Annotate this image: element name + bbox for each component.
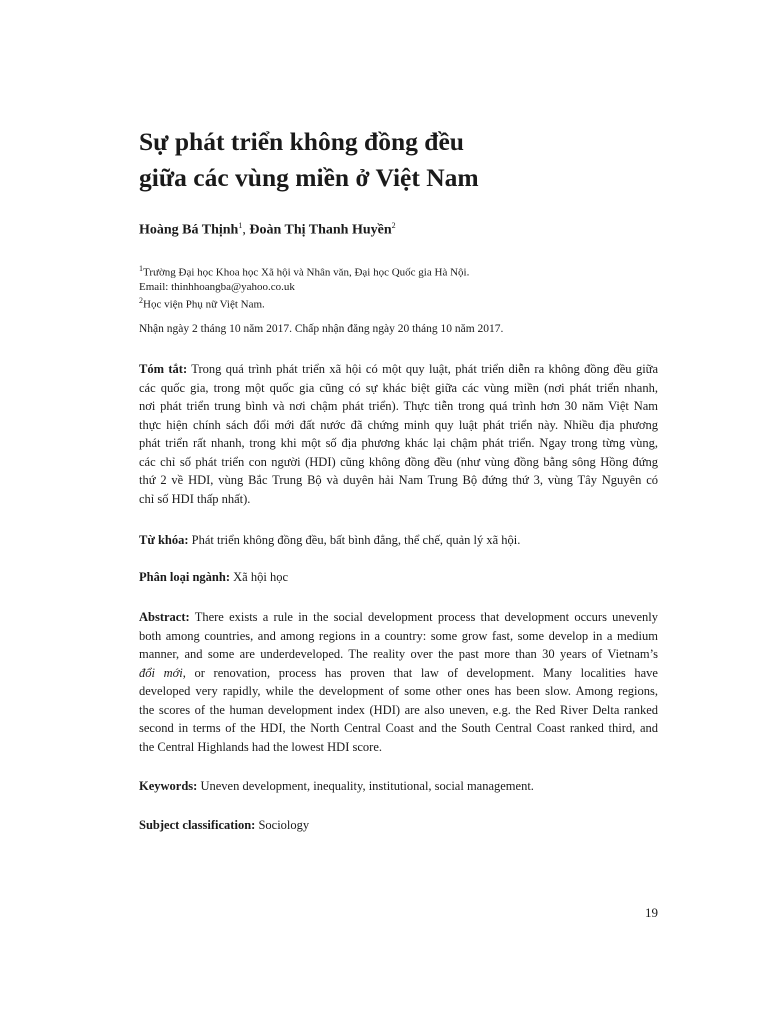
keywords-english (139, 777, 658, 796)
abstract-line: the scores of the human development index (HDI) are also uneven, e.g. the Red River Delta ranked (139, 702, 658, 717)
author-email: Email: thinhhoangba@yahoo.co.uk (139, 280, 295, 293)
abstract-line: thực hiện chính sách đổi mới đất nước đã chứng minh quy luật phát triển này. Nhiều địa phương (139, 417, 658, 432)
abstract-italic-term: đổi mới (139, 665, 183, 680)
page-number: 19 (645, 905, 658, 920)
keywords-label: Từ khóa: (139, 533, 189, 547)
abstract-line (139, 360, 658, 379)
affiliations (139, 262, 469, 311)
abstract-line: second in terms of the HDI, the North Central Coast and the South Central Coast ranked third, and (139, 721, 658, 735)
abstract-line: both among countries, and among regions in a country: some grow fast, some develop in a medium (139, 628, 658, 643)
abstract-english (139, 608, 658, 756)
abstract-line: thứ 2 về HDI, vùng Bắc Trung Bộ và duyên hải Nam Trung Bộ đứng thứ 3, vùng Tây Nguyên có (139, 473, 658, 487)
author-name: Đoàn Thị Thanh Huyền (249, 222, 392, 238)
keywords-text: Uneven development, inequality, institutional, social management. (197, 779, 534, 793)
keywords-vietnamese (139, 531, 658, 550)
received-date: Nhận ngày 2 tháng 10 năm 2017. Chấp nhận đăng ngày 20 tháng 10 năm 2017. (139, 323, 504, 335)
affiliation-text: Trường Đại học Khoa học Xã hội và Nhân văn, Đại học Quốc gia Hà Nội. (143, 266, 470, 279)
abstract-text: Trong quá trình phát triển xã hội có một quy luật, phát triển diễn ra không đồng đều giữa (187, 362, 658, 376)
title-line: giữa các vùng miền ở Việt Nam (139, 163, 479, 192)
classification-text: Xã hội học (230, 570, 288, 584)
abstract-line (139, 608, 658, 627)
author-affiliation-marker: 1 (238, 221, 243, 230)
classification-text: Sociology (255, 818, 310, 832)
affiliation-1 (139, 262, 469, 280)
abstract-line: chỉ số HDI thấp nhất). (139, 491, 251, 506)
affiliation-text: Học viện Phụ nữ Việt Nam. (143, 298, 265, 311)
abstract-line (139, 664, 658, 683)
classification-vietnamese (139, 568, 658, 587)
keywords-text: Phát triển không đồng đều, bất bình đẳng, thể chế, quản lý xã hội. (188, 533, 521, 547)
abstract-label: Tóm tắt: (139, 362, 188, 376)
abstract-line: các chỉ số phát triển con người (HDI) cũng không đồng đều (như vùng đồng bằng sông Hồng đứng (139, 454, 658, 469)
author-separator: , (242, 222, 250, 238)
classification-english (139, 816, 658, 835)
affiliation-marker: 1 (139, 264, 143, 273)
author-name: Hoàng Bá Thịnh (139, 222, 239, 238)
classification-label: Phân loại ngành: (139, 570, 231, 584)
affiliation-2 (139, 294, 469, 312)
title-line: Sự phát triển không đồng đều (139, 127, 464, 156)
author-list (139, 221, 396, 239)
abstract-line: the Central Highlands had the lowest HDI score. (139, 739, 382, 754)
abstract-line: các quốc gia, trong một quốc gia cũng có sự khác biệt giữa các vùng miền (nơi phát triển nhanh, (139, 380, 658, 395)
abstract-line: nơi phát triển trung bình và nơi chậm phát triển). Thực tiễn trong quá trình hơn 30 năm Việt Nam (139, 399, 658, 413)
abstract-text: There exists a rule in the social development process that development occurs unevenly (189, 610, 658, 624)
abstract-line: developed very rapidly, while the development of some other ones has been slow. Among regions, (139, 684, 658, 698)
author-affiliation-marker: 2 (391, 221, 396, 230)
abstract-line: phát triển rất nhanh, trong khi một số địa phương khác lại chậm phát triển. Ngay trong từng vùng, (139, 436, 658, 450)
classification-label: Subject classification: (139, 818, 256, 832)
abstract-vietnamese (139, 360, 658, 508)
abstract-label: Abstract: (139, 610, 190, 624)
affiliation-marker: 2 (139, 295, 143, 305)
article-title (139, 124, 659, 196)
abstract-text: , or renovation, process has proven that law of development. Many localities have (182, 665, 658, 680)
abstract-line: manner, and some are underdeveloped. The reality over the past more than 30 years of Vietnam’s (139, 647, 658, 661)
keywords-label: Keywords: (139, 779, 198, 793)
